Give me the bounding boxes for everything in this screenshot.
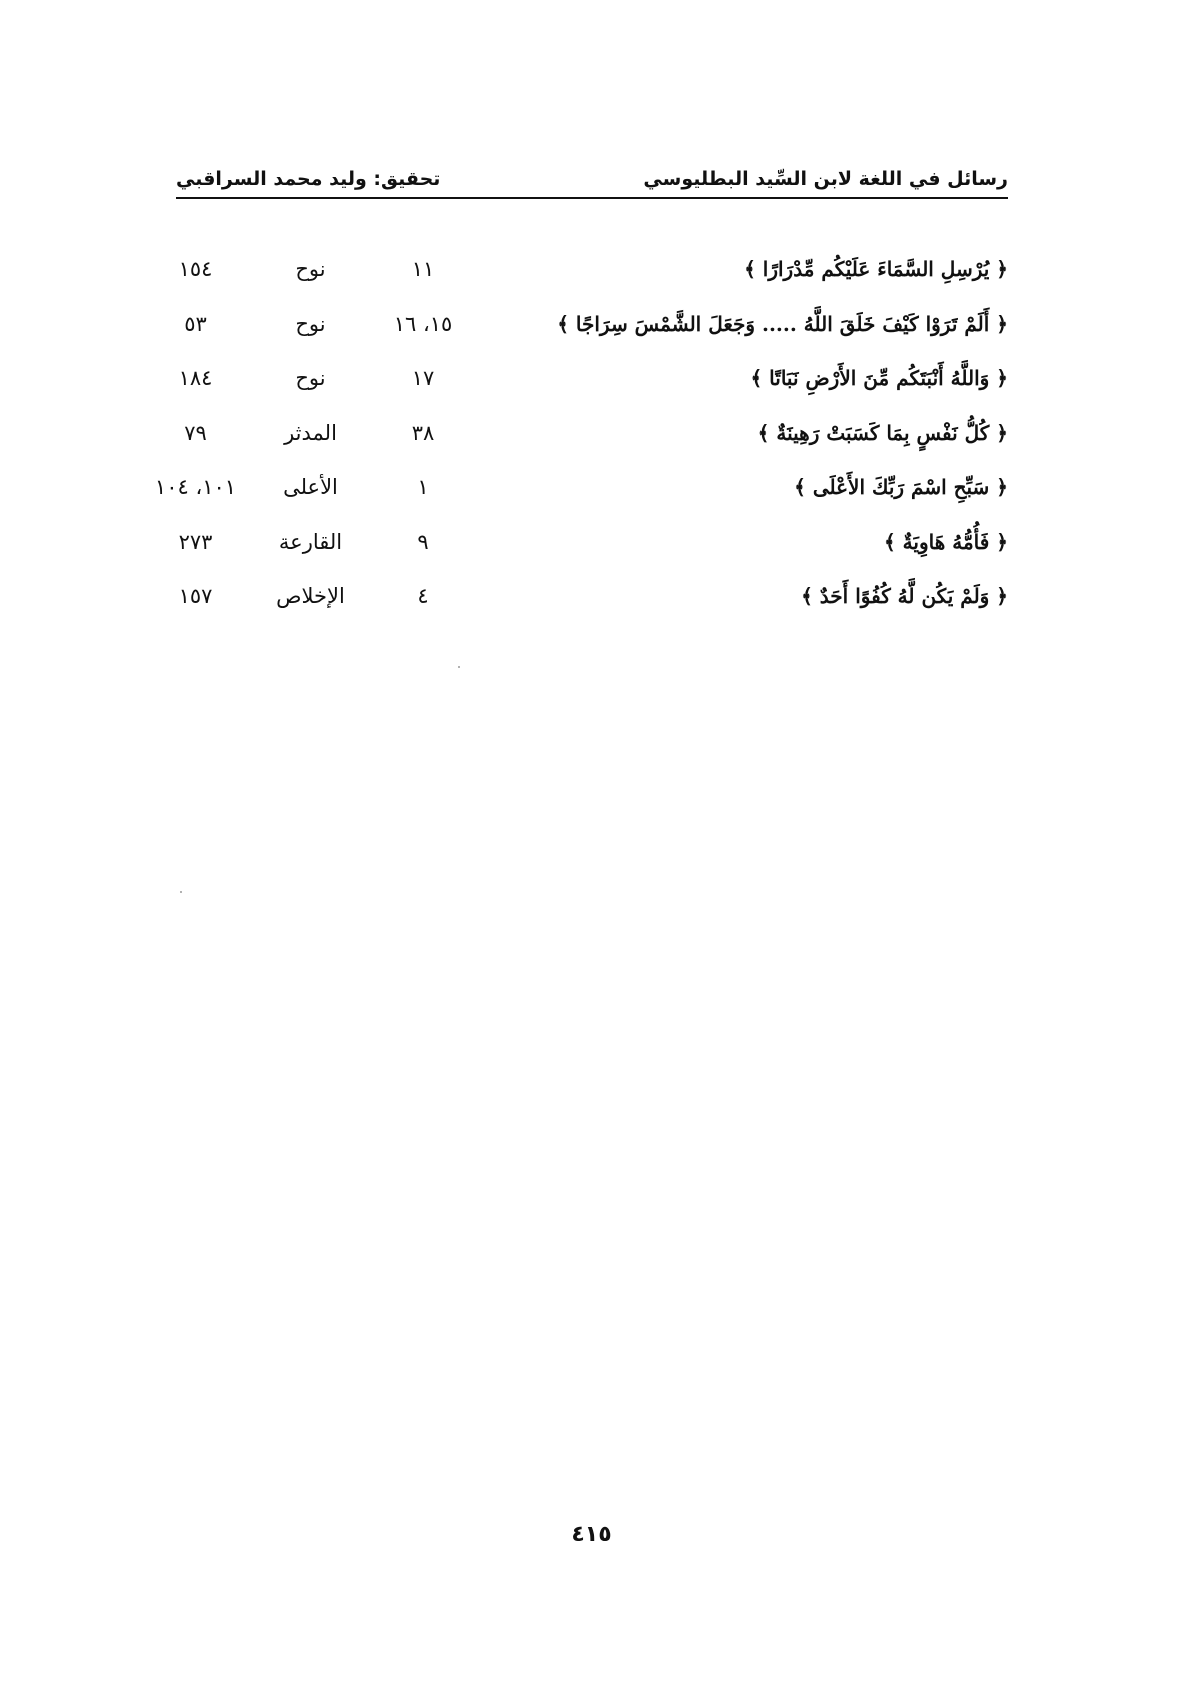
page-reference: ٧٩ <box>184 420 207 445</box>
ayah-number: ١١ <box>411 257 435 281</box>
verse-text: ﴿ سَبِّحِ اسْمَ رَبِّكَ الأَعْلَى ﴾ <box>794 475 1008 499</box>
ayah-number: ٣٨ <box>411 420 435 445</box>
verse-index-table <box>154 252 1008 634</box>
surah-name: الإخلاص <box>276 584 345 608</box>
ayah-number: ١٥، ١٦ <box>393 311 453 336</box>
table-row <box>176 361 1008 416</box>
surah-name: المدثر <box>284 420 337 445</box>
ayah-number: ١ <box>417 475 429 499</box>
surah-name: القارعة <box>278 529 343 554</box>
page-reference: ٢٧٣ <box>178 529 213 554</box>
verse-text: ﴿ كُلُّ نَفْسٍ بِمَا كَسَبَتْ رَهِينَةٌ ﴾ <box>757 420 1008 445</box>
editor-credit: تحقيق: وليد محمد السراقبي <box>176 168 441 190</box>
table-row <box>176 307 1008 362</box>
verse-text: ﴿ فَأُمُّهُ هَاوِيَةٌ ﴾ <box>883 529 1008 554</box>
ayah-number: ٤ <box>417 584 429 608</box>
table-row <box>176 416 1008 471</box>
table-row <box>176 252 1008 307</box>
surah-name: نوح <box>295 366 326 390</box>
page-reference: ٥٣ <box>184 311 207 336</box>
scan-speck <box>180 891 182 893</box>
table-row <box>176 579 1008 634</box>
surah-name: نوح <box>295 257 326 281</box>
ayah-number: ٩ <box>417 529 429 554</box>
running-header <box>176 150 1008 190</box>
page-reference: ١٥٧ <box>178 584 213 608</box>
page-number: ٤١٥ <box>571 1522 612 1547</box>
surah-name: نوح <box>295 311 326 336</box>
scan-speck <box>458 666 460 668</box>
page-reference: ١٠١، ١٠٤ <box>154 475 237 499</box>
book-title: رسائل في اللغة لابن السِّيد البطليوسي <box>643 168 1008 190</box>
table-row <box>154 470 1008 525</box>
ayah-number: ١٧ <box>411 366 435 390</box>
verse-text: ﴿ وَلَمْ يَكُن لَّهُ كُفُوًا أَحَدٌ ﴾ <box>801 584 1008 608</box>
page-reference: ١٥٤ <box>178 257 213 281</box>
verse-text: ﴿ وَاللَّهُ أَنْبَتَكُم مِّنَ الأَرْضِ نَبَاتًا ﴾ <box>750 366 1008 390</box>
surah-name: الأعلى <box>283 475 338 499</box>
verse-text: ﴿ يُرْسِلِ السَّمَاءَ عَلَيْكُم مِّدْرَارًا ﴾ <box>744 257 1008 281</box>
verse-text: ﴿ أَلَمْ تَرَوْا كَيْفَ خَلَقَ اللَّهُ ..... وَجَعَلَ الشَّمْسَ سِرَاجًا ﴾ <box>557 311 1008 336</box>
page-reference: ١٨٤ <box>178 366 213 390</box>
header-rule <box>176 197 1008 199</box>
table-row <box>176 525 1008 580</box>
